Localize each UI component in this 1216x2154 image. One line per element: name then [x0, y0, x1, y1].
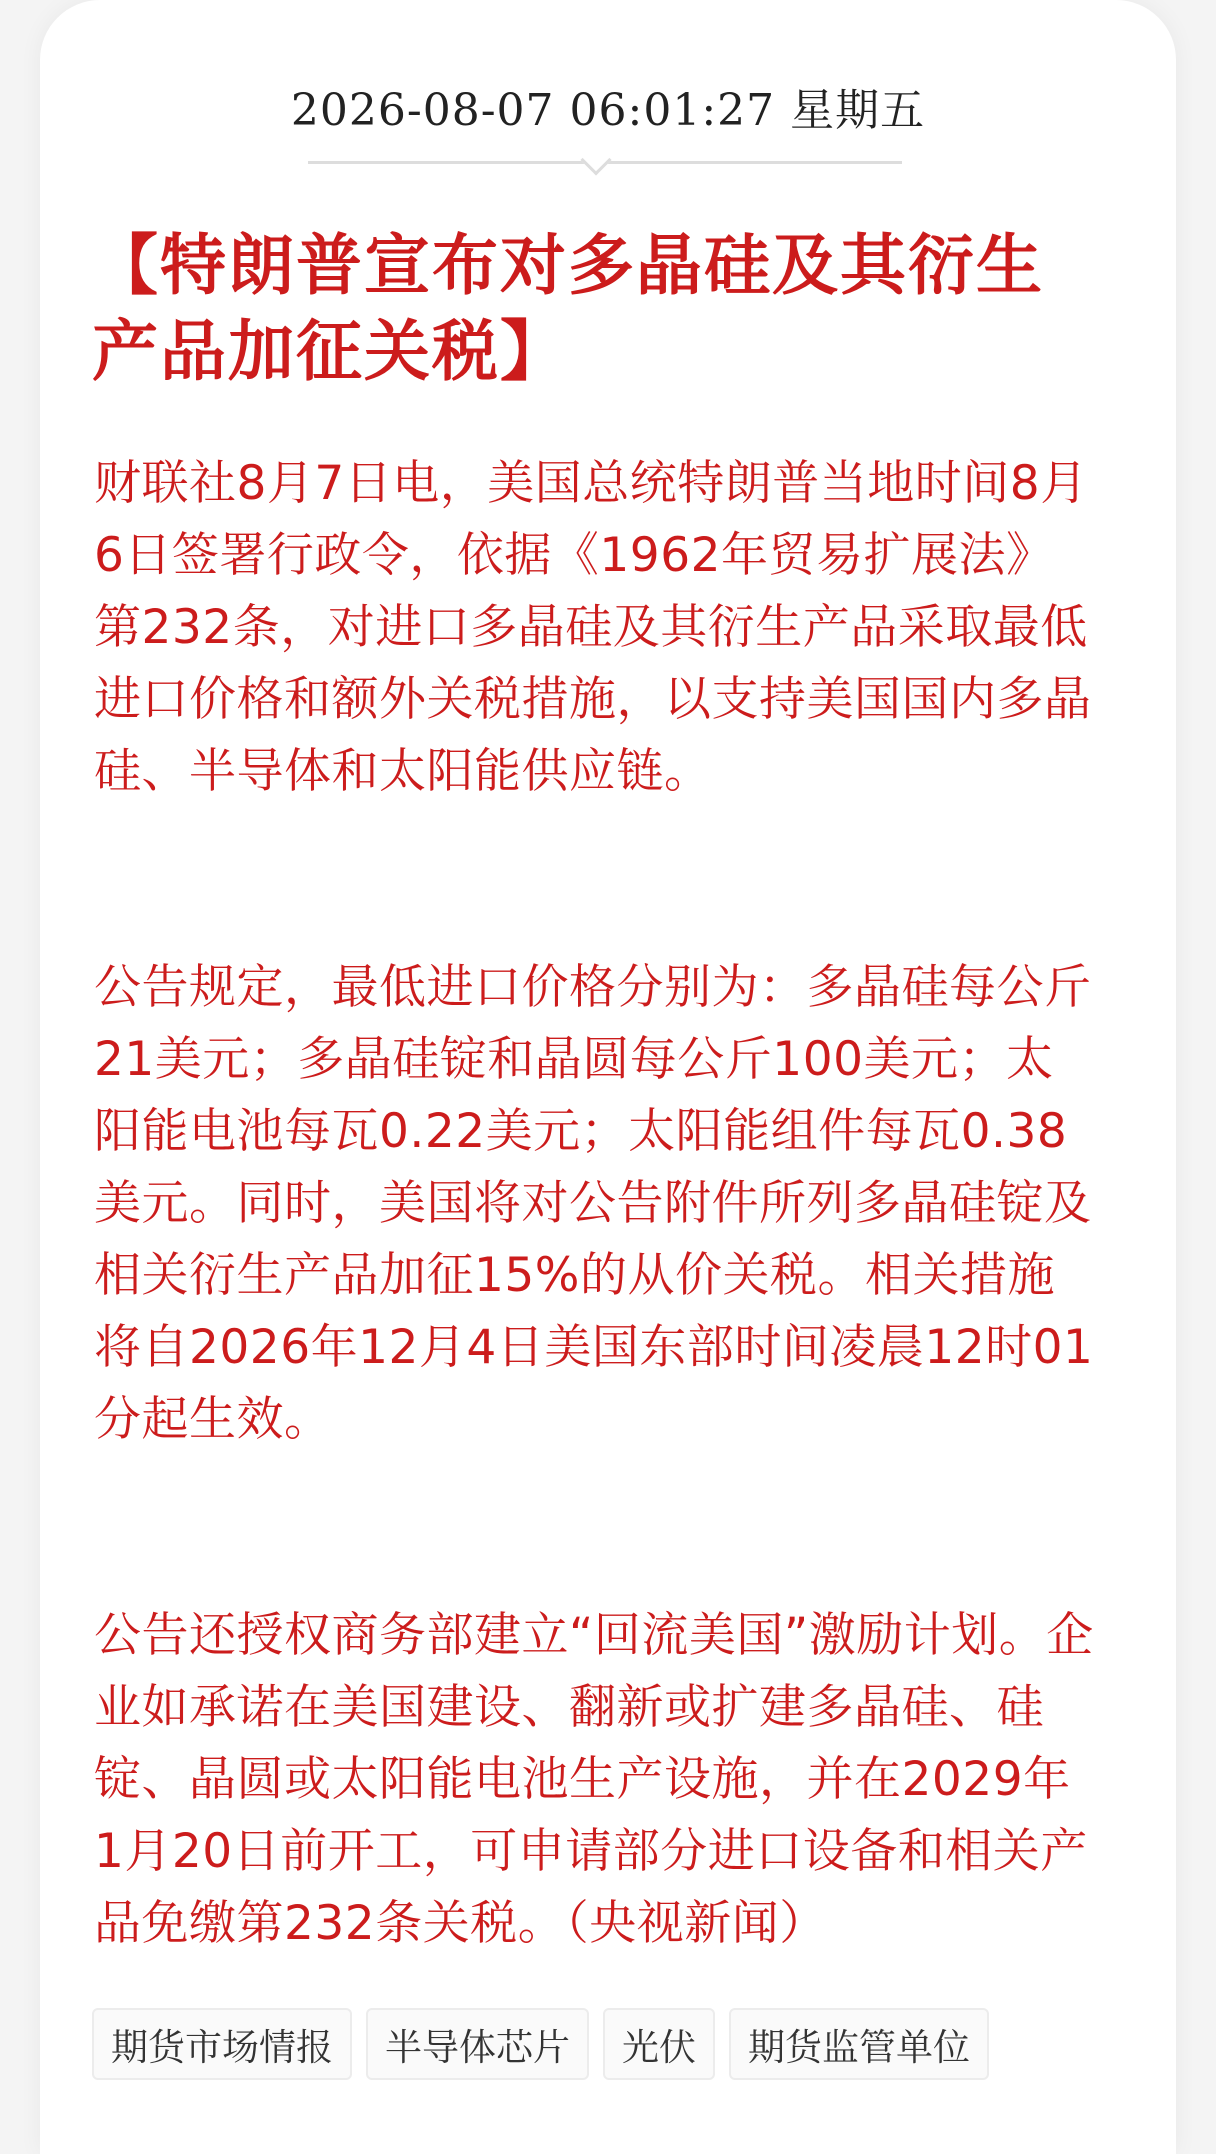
article-datetime: 2026-08-07 06:01:27 星期五 — [290, 85, 926, 136]
article-paragraph-1: 财联社8月7日电，美国总统特朗普当地时间8月6日签署行政令，依据《1962年贸易扩展法》第232条，对进口多晶硅及其衍生产品采取最低进口价格和额外关税措施，以支持美国国内多晶硅、半导体和太阳能供应链。 — [94, 456, 1092, 799]
tag-futures-market-intel[interactable]: 期货市场情报 — [92, 2008, 352, 2080]
article-body — [94, 448, 1094, 2104]
tag-futures-regulator[interactable]: 期货监管单位 — [729, 2008, 989, 2080]
tag-photovoltaic[interactable]: 光伏 — [603, 2008, 715, 2080]
tag-semiconductor-chips[interactable]: 半导体芯片 — [366, 2008, 589, 2080]
article-paragraph-2: 公告规定，最低进口价格分别为：多晶硅每公斤21美元；多晶硅锭和晶圆每公斤100美元；太阳能电池每瓦0.22美元；太阳能组件每瓦0.38美元。同时，美国将对公告附件所列多晶硅锭及相关衍生产品加征15%的从价关税。相关措施将自2026年12月4日美国东部时间凌晨12时01分起生效。 — [94, 960, 1094, 1447]
article-paragraph-3: 公告还授权商务部建立“回流美国”激励计划。企业如承诺在美国建设、翻新或扩建多晶硅、硅锭、晶圆或太阳能电池生产设施，并在2029年1月20日前开工，可申请部分进口设备和相关产品免缴第232条关税。（央视新闻） — [94, 1608, 1094, 1951]
tag-list — [92, 2008, 989, 2080]
article-title: 【特朗普宣布对多晶硅及其衍生产品加征关税】 — [92, 226, 1044, 390]
